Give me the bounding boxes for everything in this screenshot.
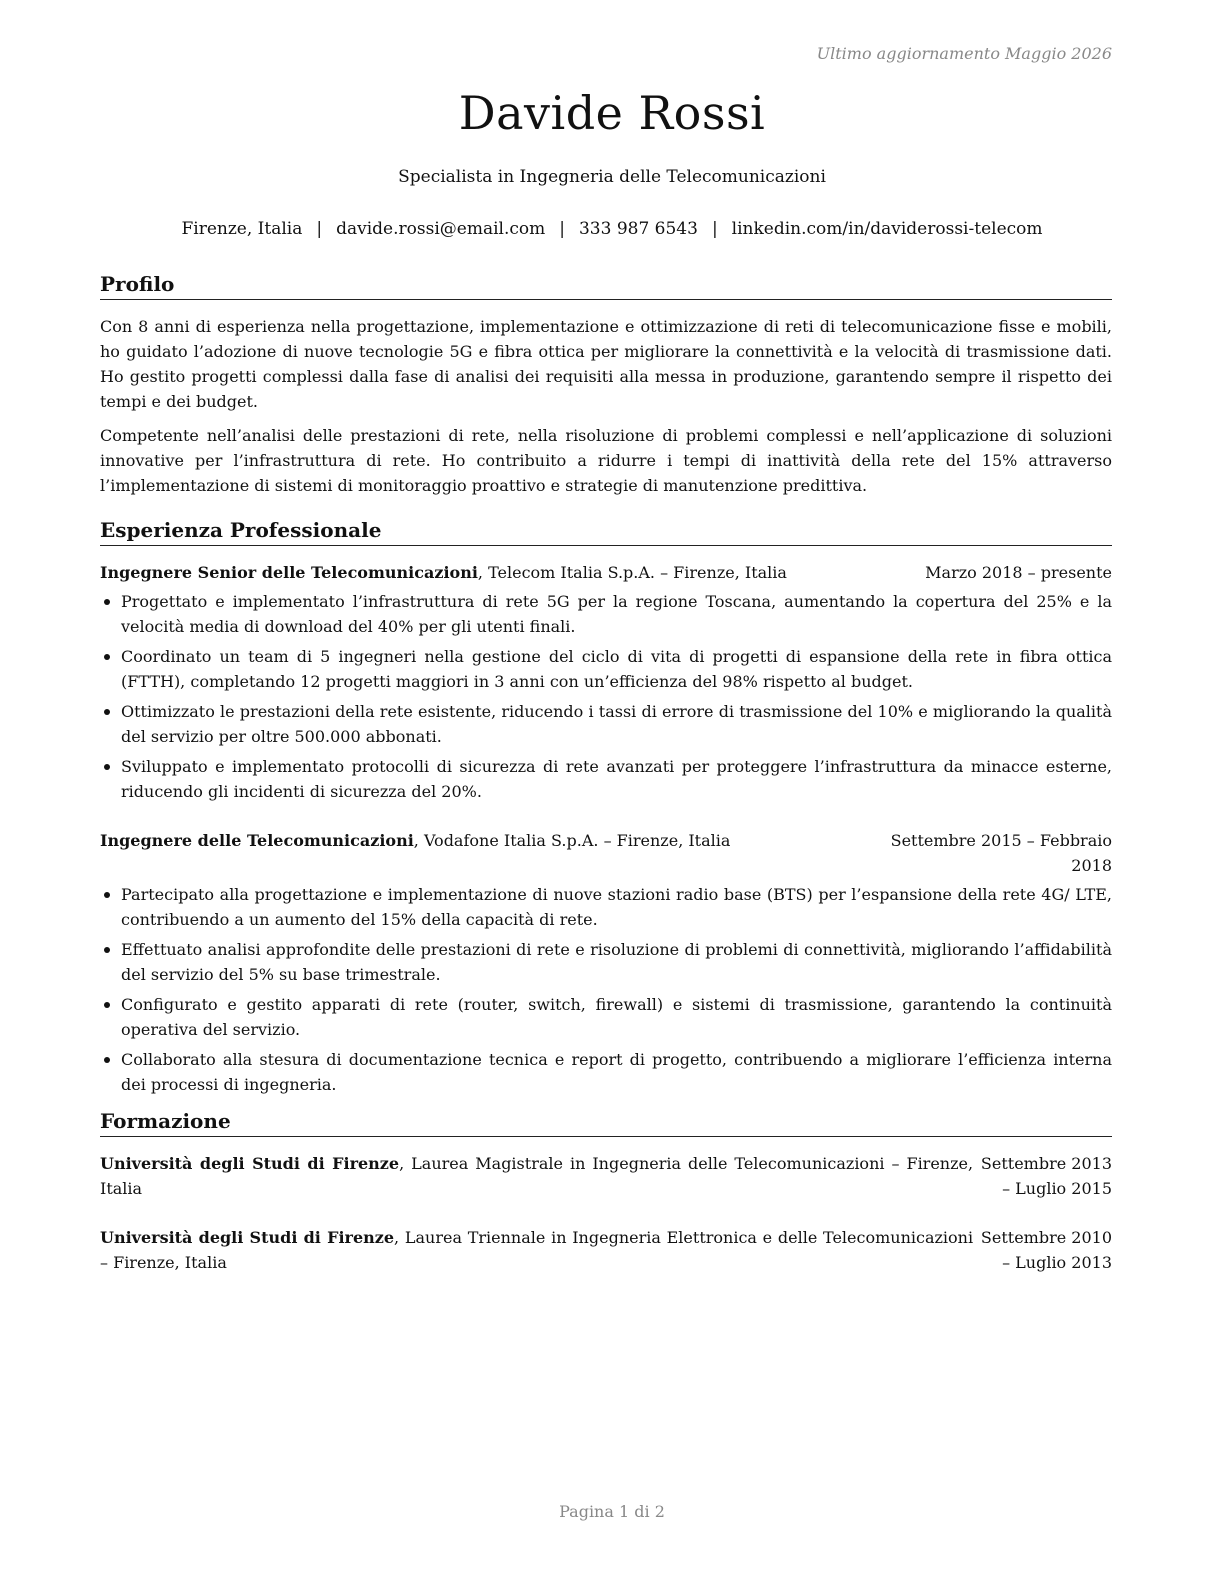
education-school: Università degli Studi di Firenze xyxy=(100,1228,395,1247)
job-role: Ingegnere delle Telecomunicazioni xyxy=(100,831,414,850)
section-title-experience: Esperienza Professionale xyxy=(100,516,1112,546)
job-dates: Settembre 2015 – Febbraio 2018 xyxy=(890,831,1112,875)
contact-phone: 333 987 6543 xyxy=(578,219,698,239)
candidate-name: Davide Rossi xyxy=(458,86,766,140)
job-header xyxy=(100,828,1112,878)
list-item: Sviluppato e implementato protocolli di sicurezza di rete avanzati per proteggere l’infrastruttura da minacce esterne, riducendo gli incidenti di sicurezza del 20%. xyxy=(100,754,1112,804)
contact-separator: | xyxy=(711,219,718,239)
last-updated-text: Ultimo aggiornamento Maggio 2026 xyxy=(816,44,1112,63)
job-header xyxy=(100,560,1112,585)
list-item: Configurato e gestito apparati di rete (router, switch, firewall) e sistemi di trasmissione, garantendo la continuità operativa del servizio. xyxy=(100,992,1112,1042)
list-item: Ottimizzato le prestazioni della rete esistente, riducendo i tassi di errore di trasmissione del 10% e migliorando la qualità del servizio per oltre 500.000 abbonati. xyxy=(100,699,1112,749)
education-degree: , Laurea Magistrale in Ingegneria delle Telecomunicazioni – Firenze, Italia xyxy=(100,1154,974,1198)
section-title-education: Formazione xyxy=(100,1107,1112,1137)
experience-section xyxy=(100,516,1112,1097)
profile-paragraph: Competente nell’analisi delle prestazioni di rete, nella risoluzione di problemi complessi e nell’applicazione di soluzioni innovative per l’infrastruttura di rete. Ho contribuito a ridurre i tempi di inattività della rete del 15% attraverso l’implementazione di sistemi di monitoraggio proattivo e strategie di manutenzione predittiva. xyxy=(100,426,1112,495)
job-company: , Vodafone Italia S.p.A. – Firenze, Italia xyxy=(413,831,731,850)
contact-separator: | xyxy=(559,219,565,239)
contact-line xyxy=(0,219,1224,239)
education-section xyxy=(100,1107,1112,1275)
education-dates: Settembre 2010 – Luglio 2013 xyxy=(980,1228,1112,1272)
contact-linkedin[interactable]: linkedin.com/in/daviderossi-telecom xyxy=(731,219,1043,239)
page-number: Pagina 1 di 2 xyxy=(559,1502,665,1521)
job-bullets xyxy=(100,589,1112,804)
contact-separator: | xyxy=(316,219,323,239)
job-bullets xyxy=(100,882,1112,1097)
resume-body xyxy=(100,270,1112,1299)
education-dates: Settembre 2013 – Luglio 2015 xyxy=(980,1154,1112,1198)
job-title-line xyxy=(100,828,852,853)
job-dates: Marzo 2018 – presente xyxy=(925,563,1112,582)
contact-location: Firenze, Italia xyxy=(181,219,303,239)
list-item: Partecipato alla progettazione e implementazione di nuove stazioni radio base (BTS) per l’espansione della rete 4G/ LTE, contribuendo a un aumento del 15% della capacità di rete. xyxy=(100,882,1112,932)
list-item: Progettato e implementato l’infrastruttura di rete 5G per la regione Toscana, aumentando la copertura del 25% e la velocità media di download del 40% per gli utenti finali. xyxy=(100,589,1112,639)
job-role: Ingegnere Senior delle Telecomunicazioni xyxy=(100,563,478,582)
list-item: Collaborato alla stesura di documentazione tecnica e report di progetto, contribuendo a migliorare l’efficienza interna dei processi di ingegneria. xyxy=(100,1047,1112,1097)
profile-section xyxy=(100,270,1112,498)
education-description xyxy=(100,1151,973,1201)
job-company: , Telecom Italia S.p.A. – Firenze, Italia xyxy=(477,563,787,582)
education-item xyxy=(100,1225,1112,1275)
profile-paragraph: Con 8 anni di esperienza nella progettazione, implementazione e ottimizzazione di reti di telecomunicazione fisse e mobili, ho guidato l’adozione di nuove tecnologie 5G e fibra ottica per migliorare la connettività e la velocità di trasmissione dati. Ho gestito progetti complessi dalla fase di analisi dei requisiti alla messa in produzione, garantendo sempre il rispetto dei tempi e dei budget. xyxy=(100,317,1112,411)
education-degree: , Laurea Triennale in Ingegneria Elettronica e delle Telecomunicazioni – Firenze, Italia xyxy=(100,1228,974,1272)
contact-email[interactable]: davide.rossi@email.com xyxy=(336,219,546,239)
job-title-line xyxy=(100,560,905,585)
list-item: Coordinato un team di 5 ingegneri nella gestione del ciclo di vita di progetti di espansione della rete in fibra ottica (FTTH), completando 12 progetti maggiori in 3 anni con un’efficienza del 98% rispetto al budget. xyxy=(100,644,1112,694)
list-item: Effettuato analisi approfondite delle prestazioni di rete e risoluzione di problemi di connettività, migliorando l’affidabilità del servizio del 5% su base trimestrale. xyxy=(100,937,1112,987)
candidate-subtitle: Specialista in Ingegneria delle Telecomunicazioni xyxy=(398,167,826,187)
education-item xyxy=(100,1151,1112,1201)
education-school: Università degli Studi di Firenze xyxy=(100,1154,400,1173)
education-description xyxy=(100,1225,973,1275)
section-title-profile: Profilo xyxy=(100,270,1112,300)
